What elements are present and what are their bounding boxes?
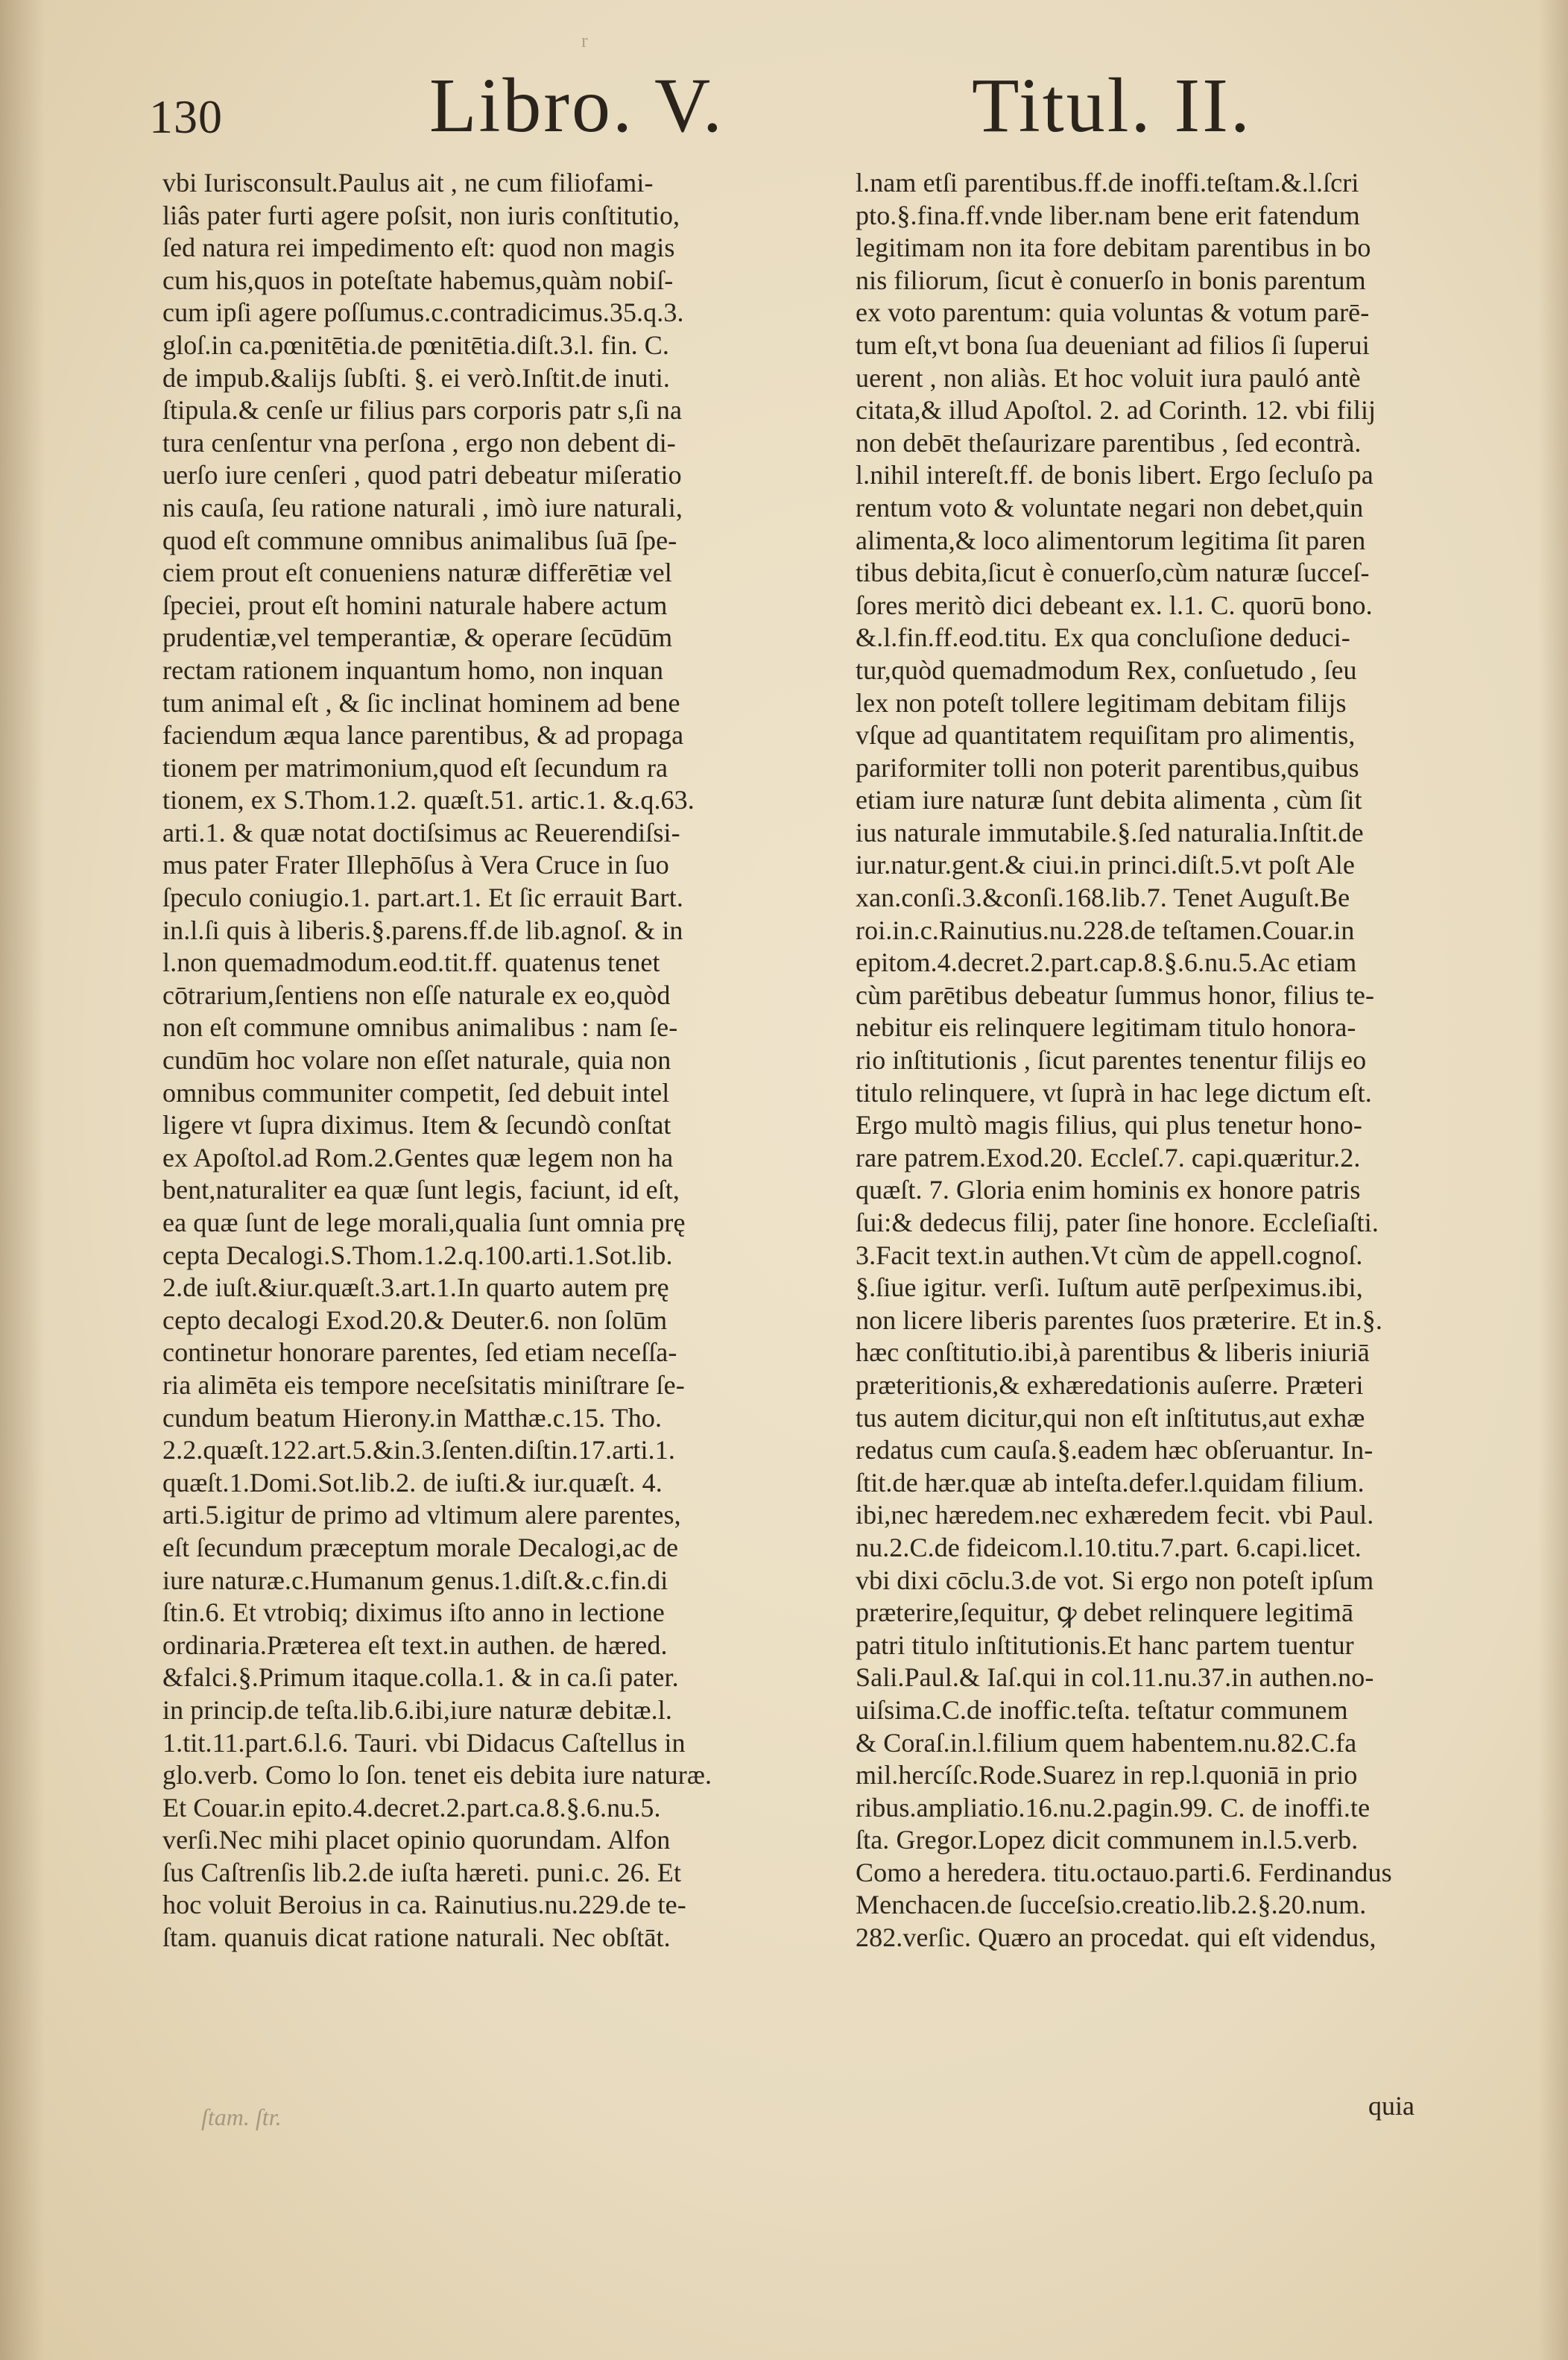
text-line: uerent , non aliàs. Et hoc voluit iura pauló antè bbox=[856, 362, 1361, 393]
text-line: cum his,quos in poteſtate habemus,quàm nobiſ- bbox=[162, 265, 674, 295]
text-line: præterire,ſequitur, ꝙ debet relinquere legitimā bbox=[856, 1597, 1354, 1628]
text-line: ſtam. quanuis dicat ratione naturali. Nec obſtāt. bbox=[162, 1922, 671, 1953]
edge-shadow bbox=[1538, 0, 1568, 2360]
text-line: rentum voto & voluntate negari non debet,quin bbox=[856, 492, 1364, 523]
running-header bbox=[149, 61, 1416, 151]
text-line: Menchacen.de ſucceſsio.creatio.lib.2.§.20.num. bbox=[856, 1890, 1367, 1920]
text-line: lex non poteſt tollere legitimam debitam filijs bbox=[856, 687, 1347, 718]
text-line: mus pater Frater Illephōſus à Vera Cruce in ſuo bbox=[162, 850, 669, 880]
text-line: alimenta,& loco alimentorum legitima ſit paren bbox=[856, 525, 1366, 555]
text-line: iure naturæ.c.Humanum genus.1.diſt.&.c.fin.di bbox=[162, 1565, 668, 1595]
text-line: cum ipſi agere poſſumus.c.contradicimus.35.q.3. bbox=[162, 297, 684, 328]
text-line: epitom.4.decret.2.part.cap.8.§.6.nu.5.Ac etiam bbox=[856, 947, 1357, 978]
text-line: l.nihil intereſt.ff. de bonis libert. Ergo ſecluſo pa bbox=[856, 460, 1373, 490]
text-line: patri titulo inſtitutionis.Et hanc partem tuentur bbox=[856, 1629, 1354, 1660]
text-line: ligere vt ſupra diximus. Item & ſecundò conſtat bbox=[162, 1110, 671, 1140]
text-line: non licere liberis parentes ſuos præterire. Et in.§. bbox=[856, 1304, 1382, 1335]
text-line: cepto decalogi Exod.20.& Deuter.6. non ſolūm bbox=[162, 1304, 668, 1335]
text-line: quæſt. 7. Gloria enim hominis ex honore patris bbox=[856, 1175, 1361, 1205]
text-line: tura cenſentur vna perſona , ergo non debent di- bbox=[162, 427, 676, 458]
text-line: in.l.ſi quis à liberis.§.parens.ff.de lib.agnoſ. & in bbox=[162, 915, 683, 945]
text-line: tus autem dicitur,qui non eſt inſtitutus,aut exhæ bbox=[856, 1402, 1365, 1433]
text-line: bent,naturaliter ea quæ ſunt legis, faciunt, id eſt, bbox=[162, 1175, 680, 1205]
text-line: quæſt.1.Domi.Sot.lib.2. de iuſti.& iur.quæſt. 4. bbox=[162, 1467, 663, 1498]
text-line: vbi Iurisconsult.Paulus ait , ne cum filiofami- bbox=[162, 168, 654, 198]
text-line: tum eſt,vt bona ſua deueniant ad filios ſi ſuperui bbox=[856, 329, 1370, 360]
text-line: etiam iure naturæ ſunt debita alimenta , cùm ſit bbox=[856, 785, 1362, 815]
text-line: ſpeciei, prout eſt homini naturale habere actum bbox=[162, 590, 668, 620]
text-line: xan.conſi.3.&conſi.168.lib.7. Tenet Auguſt.Be bbox=[856, 883, 1350, 913]
text-line: ſtit.de hær.quæ ab inteſta.defer.l.quidam filium. bbox=[856, 1467, 1365, 1498]
text-line: non eſt commune omnibus animalibus : nam ſe- bbox=[162, 1012, 678, 1043]
left-text-column bbox=[162, 167, 848, 1954]
text-line: prudentiæ,vel temperantiæ, & operare ſecūdūm bbox=[162, 622, 673, 653]
text-line: Ergo multò magis filius, qui plus tenetur hono- bbox=[856, 1110, 1362, 1140]
text-line: Et Couar.in epito.4.decret.2.part.ca.8.§.6.nu.5. bbox=[162, 1792, 661, 1823]
top-mark: r bbox=[581, 30, 588, 51]
text-line: pariformiter tolli non poterit parentibus,quibus bbox=[856, 752, 1359, 783]
text-line: gloſ.in ca.pœnitētia.de pœnitētia.diſt.3.l. fin. C. bbox=[162, 329, 669, 360]
text-line: de impub.&alijs ſubſti. §. ei verò.Inſtit.de inuti. bbox=[162, 362, 671, 393]
text-line: glo.verb. Como lo ſon. tenet eis debita iure naturæ. bbox=[162, 1760, 712, 1790]
text-line: tionem per matrimonium,quod eſt ſecundum ra bbox=[162, 752, 668, 783]
text-line: 3.Facit text.in authen.Vt cùm de appell.cognoſ. bbox=[856, 1240, 1363, 1270]
text-line: iur.natur.gent.& ciui.in princi.diſt.5.vt poſt Ale bbox=[856, 850, 1355, 880]
text-line: ordinaria.Præterea eſt text.in authen. de hæred. bbox=[162, 1629, 668, 1660]
text-line: cundūm hoc volare non eſſet naturale, quia non bbox=[162, 1045, 671, 1076]
text-line: legitimam non ita fore debitam parentibus in bo bbox=[856, 233, 1371, 263]
text-line: nis cauſa, ſeu ratione naturali , imò iure naturali, bbox=[162, 492, 683, 523]
text-line: vſque ad quantitatem requiſitam pro alimentis, bbox=[856, 720, 1356, 751]
text-line: &falci.§.Primum itaque.colla.1. & in ca.ſi pater. bbox=[162, 1662, 679, 1693]
text-line: non debēt theſaurizare parentibus , ſed econtrà. bbox=[856, 427, 1362, 458]
text-line: uerſo iure cenſeri , quod patri debeatur miſeratio bbox=[162, 460, 682, 490]
text-line: cōtrarium,ſentiens non eſſe naturale ex eo,quòd bbox=[162, 979, 671, 1010]
text-line: rectam rationem inquantum homo, non inquan bbox=[162, 654, 664, 685]
gutter-shadow bbox=[0, 0, 45, 2360]
text-line: cundum beatum Hierony.in Matthæ.c.15. Tho. bbox=[162, 1402, 663, 1433]
text-line: cùm parētibus debeatur ſummus honor, filius te- bbox=[856, 979, 1375, 1010]
text-line: tum animal eſt , & ſic inclinat hominem ad bene bbox=[162, 687, 680, 718]
text-line: pto.§.fina.ff.vnde liber.nam bene erit fatendum bbox=[856, 200, 1360, 230]
text-line: ſtin.6. Et vtrobiq; diximus iſto anno in lectione bbox=[162, 1597, 665, 1628]
right-text-column bbox=[856, 167, 1541, 1954]
catchword: quia bbox=[1368, 2091, 1414, 2121]
text-line: ſores meritò dici debeant ex. l.1. C. quorū bono. bbox=[856, 590, 1373, 620]
text-line: citata,& illud Apoſtol. 2. ad Corinth. 12. vbi filij bbox=[856, 395, 1376, 426]
text-line: tur,quòd quemadmodum Rex, conſuetudo , ſeu bbox=[856, 654, 1357, 685]
text-line: ius naturale immutabile.§.ſed naturalia.Inſtit.de bbox=[856, 817, 1364, 848]
text-line: vbi dixi cōclu.3.de vot. Si ergo non poteſt ipſum bbox=[856, 1565, 1374, 1595]
text-line: ribus.ampliatio.16.nu.2.pagin.99. C. de inoffi.te bbox=[856, 1792, 1371, 1823]
text-line: uiſsima.C.de inoffic.teſta. teſtatur communem bbox=[856, 1694, 1348, 1725]
text-line: l.nam etſi parentibus.ff.de inoffi.teſtam.&.l.ſcri bbox=[856, 168, 1359, 198]
text-line: ſtipula.& cenſe ur filius pars corporis patr s,ſi na bbox=[162, 395, 683, 426]
text-line: 282.verſic. Quæro an procedat. qui eſt videndus, bbox=[856, 1922, 1376, 1953]
text-line: faciendum æqua lance parentibus, & ad propaga bbox=[162, 720, 684, 751]
text-line: &.l.fin.ff.eod.titu. Ex qua concluſione deduci- bbox=[856, 622, 1350, 653]
text-line: §.ſiue igitur. verſi. Iuſtum autē perſpeximus.ibi, bbox=[856, 1272, 1363, 1303]
text-line: ea quæ ſunt de lege morali,qualia ſunt omnia prę bbox=[162, 1208, 686, 1237]
text-line: arti.5.igitur de primo ad vltimum alere parentes, bbox=[162, 1500, 681, 1530]
text-line: roi.in.c.Rainutius.nu.228.de teſtamen.Couar.in bbox=[856, 915, 1355, 945]
running-book-title: Libro. V. bbox=[429, 63, 724, 148]
text-line: ſta. Gregor.Lopez dicit communem in.l.5.verb. bbox=[856, 1825, 1359, 1855]
text-line: tibus debita,ſicut è conuerſo,cùm naturæ ſucceſ- bbox=[856, 558, 1370, 588]
text-line: præteritionis,& exhæredationis auſerre. Præteri bbox=[856, 1369, 1364, 1400]
text-line: ſed natura rei impedimento eſt: quod non magis bbox=[162, 233, 675, 263]
text-line: 1.tit.11.part.6.l.6. Tauri. vbi Didacus Caſtellus in bbox=[162, 1727, 686, 1758]
text-line: ria alimēta eis tempore neceſsitatis miniſtrare ſe- bbox=[162, 1369, 685, 1400]
text-line: nis filiorum, ſicut è conuerſo in bonis parentum bbox=[856, 265, 1366, 295]
faded-bottom-mark: ſtam. ſtr. bbox=[201, 2104, 282, 2130]
text-line: Sali.Paul.& Iaſ.qui in col.11.nu.37.in authen.no- bbox=[856, 1662, 1374, 1693]
text-line: hæc conſtitutio.ibi,à parentibus & liberis iniuriā bbox=[856, 1337, 1370, 1368]
text-line: nu.2.C.de fideicom.l.10.titu.7.part. 6.capi.licet. bbox=[856, 1532, 1362, 1562]
text-line: continetur honorare parentes, ſed etiam neceſſa- bbox=[162, 1337, 677, 1368]
text-line: quod eſt commune omnibus animalibus ſuā ſpe- bbox=[162, 525, 677, 555]
text-line: ſui:& dedecus filij, pater ſine honore. Eccleſiaſti. bbox=[856, 1208, 1379, 1237]
text-line: 2.2.quæſt.122.art.5.&in.3.ſenten.diſtin.17.arti.1. bbox=[162, 1435, 675, 1465]
text-line: ex voto parentum: quia voluntas & votum parē- bbox=[856, 297, 1370, 328]
text-line: Como a heredera. titu.octauo.parti.6. Ferdinandus bbox=[856, 1857, 1392, 1887]
text-line: 2.de iuſt.&iur.quæſt.3.art.1.In quarto autem prę bbox=[162, 1272, 669, 1303]
text-line: redatus cum cauſa.§.eadem hæc obſeruantur. In- bbox=[856, 1435, 1373, 1465]
text-line: cepta Decalogi.S.Thom.1.2.q.100.arti.1.Sot.lib. bbox=[162, 1240, 673, 1270]
text-line: hoc voluit Beroius in ca. Rainutius.nu.229.de te- bbox=[162, 1890, 686, 1920]
text-line: eſt ſecundum præceptum morale Decalogi,ac de bbox=[162, 1532, 679, 1562]
text-line: ex Apoſtol.ad Rom.2.Gentes quæ legem non ha bbox=[162, 1142, 674, 1173]
text-line: liâs pater furti agere poſsit, non iuris conſtitutio, bbox=[162, 200, 680, 230]
text-line: ſpeculo coniugio.1. part.art.1. Et ſic errauit Bart. bbox=[162, 883, 683, 913]
text-line: arti.1. & quæ notat doctiſsimus ac Reuerendiſsi- bbox=[162, 817, 680, 848]
text-line: omnibus communiter competit, ſed debuit intel bbox=[162, 1077, 670, 1108]
page-number: 130 bbox=[149, 90, 223, 143]
text-line: rare patrem.Exod.20. Eccleſ.7. capi.quæritur.2. bbox=[856, 1142, 1361, 1173]
text-line: nebitur eis relinquere legitimam titulo honora- bbox=[856, 1012, 1356, 1043]
text-line: titulo relinquere, vt ſuprà in hac lege dictum eſt. bbox=[856, 1077, 1372, 1108]
text-line: ciem prout eſt conueniens naturæ differētiæ vel bbox=[162, 558, 672, 588]
text-line: mil.hercíſc.Rode.Suarez in rep.l.quoniā in prio bbox=[856, 1760, 1358, 1790]
text-line: ibi,nec hæredem.nec exhæredem fecit. vbi Paul. bbox=[856, 1500, 1374, 1530]
text-line: rio inſtitutionis , ſicut parentes tenentur filijs eo bbox=[856, 1045, 1367, 1076]
text-line: & Coraſ.in.l.filium quem habentem.nu.82.C.fa bbox=[856, 1727, 1357, 1758]
text-line: ſus Caſtrenſis lib.2.de iuſta hæreti. puni.c. 26. Et bbox=[162, 1857, 682, 1887]
text-line: in princip.de teſta.lib.6.ibi,iure naturæ debitæ.l. bbox=[162, 1694, 672, 1725]
text-line: l.non quemadmodum.eod.tit.ff. quatenus tenet bbox=[162, 947, 660, 978]
running-section-title: Titul. II. bbox=[972, 63, 1252, 148]
text-line: verſi.Nec mihi placet opinio quorundam. Alfon bbox=[162, 1825, 671, 1855]
text-line: tionem, ex S.Thom.1.2. quæſt.51. artic.1. &.q.63. bbox=[162, 785, 695, 815]
